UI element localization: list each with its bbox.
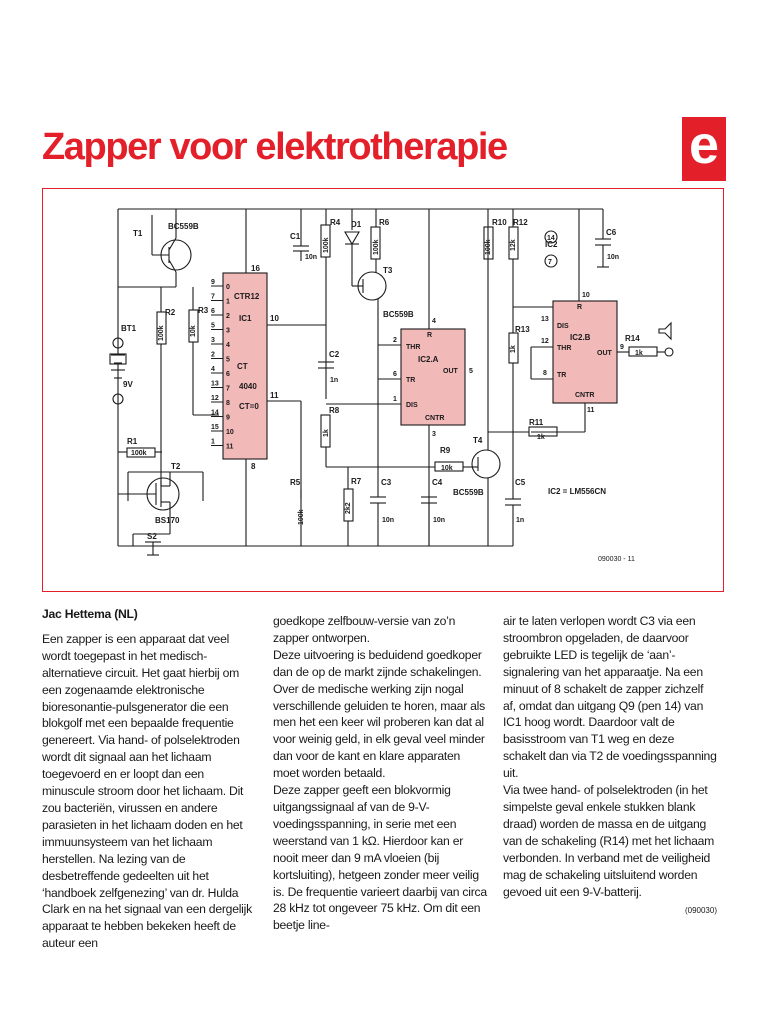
d1-ref: D1 <box>351 220 362 229</box>
r5-ref: R5 <box>290 478 301 487</box>
ic1-pin-number: 14 <box>211 409 219 417</box>
ic1-pin-number: 6 <box>211 308 215 315</box>
ic2b-pin-r: 10 <box>582 292 590 299</box>
ic1-pin-number: 3 <box>211 337 215 344</box>
ic1-bit-label: 7 <box>226 385 230 393</box>
r9-ref: R9 <box>440 446 451 455</box>
ic1-pin-number: 7 <box>211 293 215 301</box>
ic1-pin-number: 5 <box>211 322 215 330</box>
s2-ref: S2 <box>147 532 157 541</box>
ic2b-thr: THR <box>557 345 572 352</box>
ic2b-dis: DIS <box>557 323 569 330</box>
c6-ref: C6 <box>606 228 617 237</box>
ic1-ref: IC1 <box>239 314 252 323</box>
ic2a-pin-thr: 2 <box>393 337 397 344</box>
r12-ref: R12 <box>513 218 528 227</box>
ic1-pin-number: 12 <box>211 395 219 402</box>
r4-ref: R4 <box>330 218 341 227</box>
c2-ref: C2 <box>329 350 340 359</box>
c5-ref: C5 <box>515 478 526 487</box>
ic2b-r: R <box>577 304 583 311</box>
body-paragraph: Deze zapper geeft een blokvormig uitgangssignaal af van de 9-V-voedingsspanning, in serie met een weerstand van 1 kΩ. Hierdoor kan er nooit meer dan 9 mA vloeien (bij kortsluiting), hetgeen zonder meer veilig is. De frequentie varieert daarbij van circa 28 kHz tot ongeveer 75 kHz. Om dit een beetje line- <box>273 783 487 933</box>
r14-value: 1k <box>635 350 643 357</box>
t1-type: BC559B <box>168 222 199 231</box>
r14-ref: R14 <box>625 334 640 343</box>
ic1-pin-number: 2 <box>211 351 215 359</box>
ic1-pin-number: 13 <box>211 380 219 388</box>
t1-ref: T1 <box>133 229 143 238</box>
article-column-1 <box>42 606 256 952</box>
r3-value: 10k <box>190 325 197 337</box>
r8-ref: R8 <box>329 406 340 415</box>
ic1-bit-label: 5 <box>226 356 230 364</box>
ic2b-pin-thr: 12 <box>541 338 549 345</box>
r10-ref: R10 <box>492 218 507 227</box>
ic2a-tr: TR <box>406 377 416 384</box>
author-byline: Jac Hettema (NL) <box>42 607 138 621</box>
ic2-power-ref: IC2 <box>545 240 558 249</box>
c5-value: 1n <box>516 517 525 524</box>
ic1-pin-number: 9 <box>211 279 215 286</box>
r11-value: 1k <box>537 434 545 441</box>
ic2a-pin-tr: 6 <box>393 371 397 378</box>
r6-value: 100k <box>373 239 380 255</box>
ic1-bit-label: 10 <box>226 429 234 436</box>
ic2a-pin-r: 4 <box>432 318 436 325</box>
ic1-bit-label: 4 <box>226 342 230 349</box>
ic2b-pin-cntr: 11 <box>587 407 595 414</box>
ic1-pin-number: 1 <box>211 438 215 446</box>
r13-ref: R13 <box>515 325 530 334</box>
c4-value: 10n <box>433 517 446 524</box>
ic1-pin-gnd: 8 <box>251 462 256 471</box>
ic2a-pin-out: 5 <box>469 368 473 375</box>
r4-value: 100k <box>323 237 330 253</box>
ic1-bit-label: 11 <box>226 443 234 451</box>
r1-ref: R1 <box>127 437 138 446</box>
ic2a-thr: THR <box>406 344 421 351</box>
ic1-ctr: CTR12 <box>234 292 260 301</box>
ic2a-ref: IC2.A <box>418 355 439 364</box>
r2-value: 100k <box>158 325 165 341</box>
ic1-bit-label: 2 <box>226 313 230 320</box>
r5-value: 100k <box>298 509 305 525</box>
ic1-pin-clk: 10 <box>270 314 279 323</box>
article-column-2 <box>273 613 487 934</box>
ic2b-pin-tr: 8 <box>543 370 547 377</box>
ic2-pin-gnd: 7 <box>548 259 552 266</box>
ic1-bit-label: 1 <box>226 298 230 306</box>
c4-ref: C4 <box>432 478 443 487</box>
ic2a-r: R <box>427 332 433 339</box>
ic1-pin-number: 4 <box>211 366 215 373</box>
c3-ref: C3 <box>381 478 392 487</box>
body-paragraph: Deze uitvoering is beduidend goedkoper dan de op de markt zijnde schakelingen. Over de medische werking zijn nogal verschillende geluiden te horen, maar als men het een keer wil proberen kan dat al voor weinig geld, in elk geval veel minder dan voor de kant en klare apparaten moet worden betaald. <box>273 647 485 781</box>
ic2b-cntr: CNTR <box>575 392 595 399</box>
r8-value: 1k <box>323 429 330 437</box>
ic2a-out: OUT <box>443 368 458 375</box>
ic1-pin-rst: 11 <box>270 391 279 400</box>
ic2b-out: OUT <box>597 350 612 357</box>
t2-ref: T2 <box>171 462 181 471</box>
ic2b-pin-out: 9 <box>620 344 624 351</box>
r10-value: 100k <box>485 239 492 255</box>
bt1-ref: BT1 <box>121 324 137 333</box>
ic2b-pin-dis: 13 <box>541 316 549 323</box>
ic1-bit-label: 9 <box>226 414 230 422</box>
ic1-ct0: CT=0 <box>239 402 259 411</box>
t2-type: BS170 <box>155 516 180 525</box>
ic1-bit-label: 0 <box>226 284 230 291</box>
c1-value: 10n <box>305 254 318 261</box>
circuit-diagram <box>43 189 725 593</box>
body-paragraph: Via twee hand- of polselektroden (in het simpelste geval enkele stukken blank draad) worden de massa en de uitgang van de schakeling (R14) met het lichaam verbonden. In verband met de veiligheid mag de schakeling uitsluitend worden gevoed uit een 9-V-batterij. <box>503 783 715 899</box>
elektor-logo: e <box>682 117 726 181</box>
t3-ref: T3 <box>383 266 393 275</box>
body-paragraph: air te laten verlopen wordt C3 via een stroombron opgeladen, de daarvoor gebruikte LED is tegelijk de ‘aan’-signalering van het apparaatje. Na een minuut of 8 schakelt de zapper zichzelf af, omdat dan uitgang Q9 (pen 14) van IC1 hoog wordt. Daardoor valt de basisstroom van T1 weg en deze schakelt dan via T2 de voedingsspanning uit. <box>503 614 717 781</box>
body-paragraph: goedkope zelfbouw-versie van zo’n zapper ontworpen. <box>273 614 456 645</box>
ic1-pin-number: 15 <box>211 424 219 431</box>
ic2b-tr: TR <box>557 372 567 379</box>
ic2-note: IC2 = LM556CN <box>548 487 607 496</box>
t3-type: BC559B <box>383 310 414 319</box>
figure-number: 090030 - 11 <box>598 556 635 563</box>
r13-value: 1k <box>510 345 517 353</box>
ic1-ct: CT <box>237 362 248 371</box>
page-title: Zapper voor elektrotherapie <box>42 126 507 168</box>
ic1-bit-label: 3 <box>226 327 230 335</box>
r1-value: 100k <box>131 450 147 457</box>
r9-value: 10k <box>441 465 453 472</box>
bt1-voltage: 9V <box>123 380 133 389</box>
r11-ref: R11 <box>529 418 544 427</box>
article-reference: (090030) <box>684 906 717 916</box>
r7-value: 2k2 <box>345 502 352 514</box>
r6-ref: R6 <box>379 218 390 227</box>
r2-ref: R2 <box>165 308 176 317</box>
r3-ref: R3 <box>198 306 209 315</box>
c2-value: 1n <box>330 377 339 384</box>
body-paragraph: Een zapper is een apparaat dat veel wordt toegepast in het medisch-alternatieve circuit. Het gaat hierbij om een zogenaamde elektronische bioresonantie-pulsgenerator die een blokgolf met een bepaalde frequentie genereert. Via hand- of polselektroden wordt dit signaal aan het lichaam toegevoerd en er loopt dan een minuscule stroom door het lichaam. Dit zou bacteriën, virussen en andere parasieten in het lichaam doden en het immuunsysteem van het lichaam herstellen. Na lezing van de desbetreffende gedeelten uit het ‘handboek zelfgenezing’ van dr. Hulda Clark en na het signaal van een dergelijk apparaat te hebben bekeken heeft de auteur een <box>42 631 252 951</box>
t4-type: BC559B <box>453 488 484 497</box>
ic2a-pin-dis: 1 <box>393 396 397 403</box>
ic1-part: 4040 <box>239 382 257 391</box>
ic2a-pin-cntr: 3 <box>432 431 436 438</box>
c6-value: 10n <box>607 254 620 261</box>
schematic-figure <box>42 188 724 592</box>
r12-value: 12k <box>510 239 517 251</box>
r7-ref: R7 <box>351 477 362 486</box>
article-column-3 <box>503 613 717 920</box>
ic2b-ref: IC2.B <box>570 333 591 342</box>
ic1-pin-vdd: 16 <box>251 264 260 273</box>
ic1-bit-label: 8 <box>226 400 230 407</box>
ic2a-cntr: CNTR <box>425 415 445 422</box>
c3-value: 10n <box>382 517 395 524</box>
t4-ref: T4 <box>473 436 483 445</box>
ic1-bit-label: 6 <box>226 371 230 378</box>
ic2-pin-vcc: 14 <box>547 235 555 242</box>
c1-ref: C1 <box>290 232 301 241</box>
ic2a-dis: DIS <box>406 402 418 409</box>
